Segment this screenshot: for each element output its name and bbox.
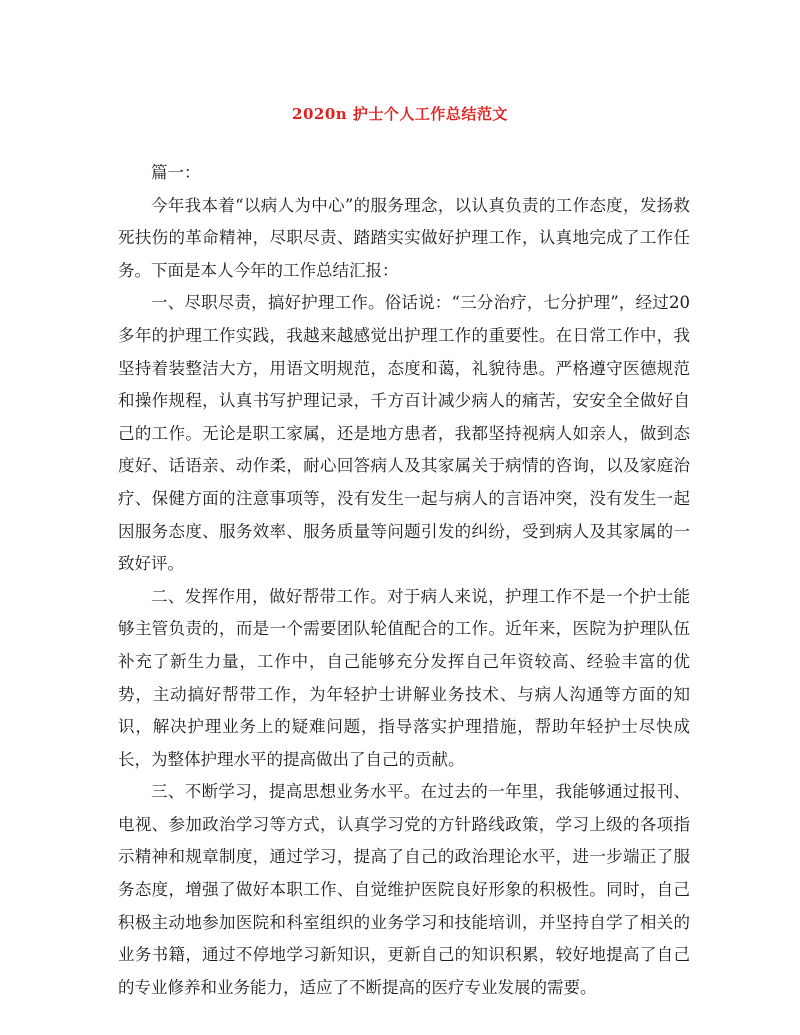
section-label: 篇一： <box>151 163 201 182</box>
document-body <box>118 157 690 1004</box>
document-title: 2020n 护士个人工作总结范文 <box>292 105 508 123</box>
paragraph-section-one: 一、尽职尽责，搞好护理工作。俗话说：“三分治疗，七分护理”，经过20多年的护理工作实践，我越来越感觉出护理工作的重要性。在日常工作中，我坚持着装整洁大方，用语文明规范，态度和蔼，礼貌待患。严格遵守医德规范和操作规程，认真书写护理记录，千方百计减少病人的痛苦，安安全全做好自己的工作。无论是职工家属，还是地方患者，我都坚持视病人如亲人，做到态度好、话语亲、动作柔，耐心回答病人及其家属关于病情的咨询，以及家庭治疗、保健方面的注意事项等，没有发生一起与病人的言语冲突，没有发生一起因服务态度、服务效率、服务质量等问题引发的纠纷，受到病人及其家属的一致好评。 <box>118 293 690 574</box>
paragraph-intro: 今年我本着“以病人为中心”的服务理念，以认真负责的工作态度，发扬救死扶伤的革命精神，尽职尽责、踏踏实实做好护理工作，认真地完成了工作任务。下面是本人今年的工作总结汇报： <box>118 195 690 280</box>
paragraph-section-two: 二、发挥作用，做好帮带工作。对于病人来说，护理工作不是一个护士能够主管负责的，而是一个需要团队轮值配合的工作。近年来，医院为护理队伍补充了新生力量，工作中，自己能够充分发挥自己年资较高、经验丰富的优势，主动搞好帮带工作，为年轻护士讲解业务技术、与病人沟通等方面的知识，解决护理业务上的疑难问题，指导落实护理措施，帮助年轻护士尽快成长，为整体护理水平的提高做出了自己的贡献。 <box>118 586 690 769</box>
paragraph-section-three: 三、不断学习，提高思想业务水平。在过去的一年里，我能够通过报刊、电视、参加政治学习等方式，认真学习党的方针路线政策，学习上级的各项指示精神和规章制度，通过学习，提高了自己的政治理论水平，进一步端正了服务态度，增强了做好本职工作、自觉维护医院良好形象的积极性。同时，自己积极主动地参加医院和科室组织的业务学习和技能培训，并坚持自学了相关的业务书籍，通过不停地学习新知识，更新自己的知识积累，较好地提高了自己的专业修养和业务能力，适应了不断提高的医疗专业发展的需要。 <box>118 782 690 997</box>
